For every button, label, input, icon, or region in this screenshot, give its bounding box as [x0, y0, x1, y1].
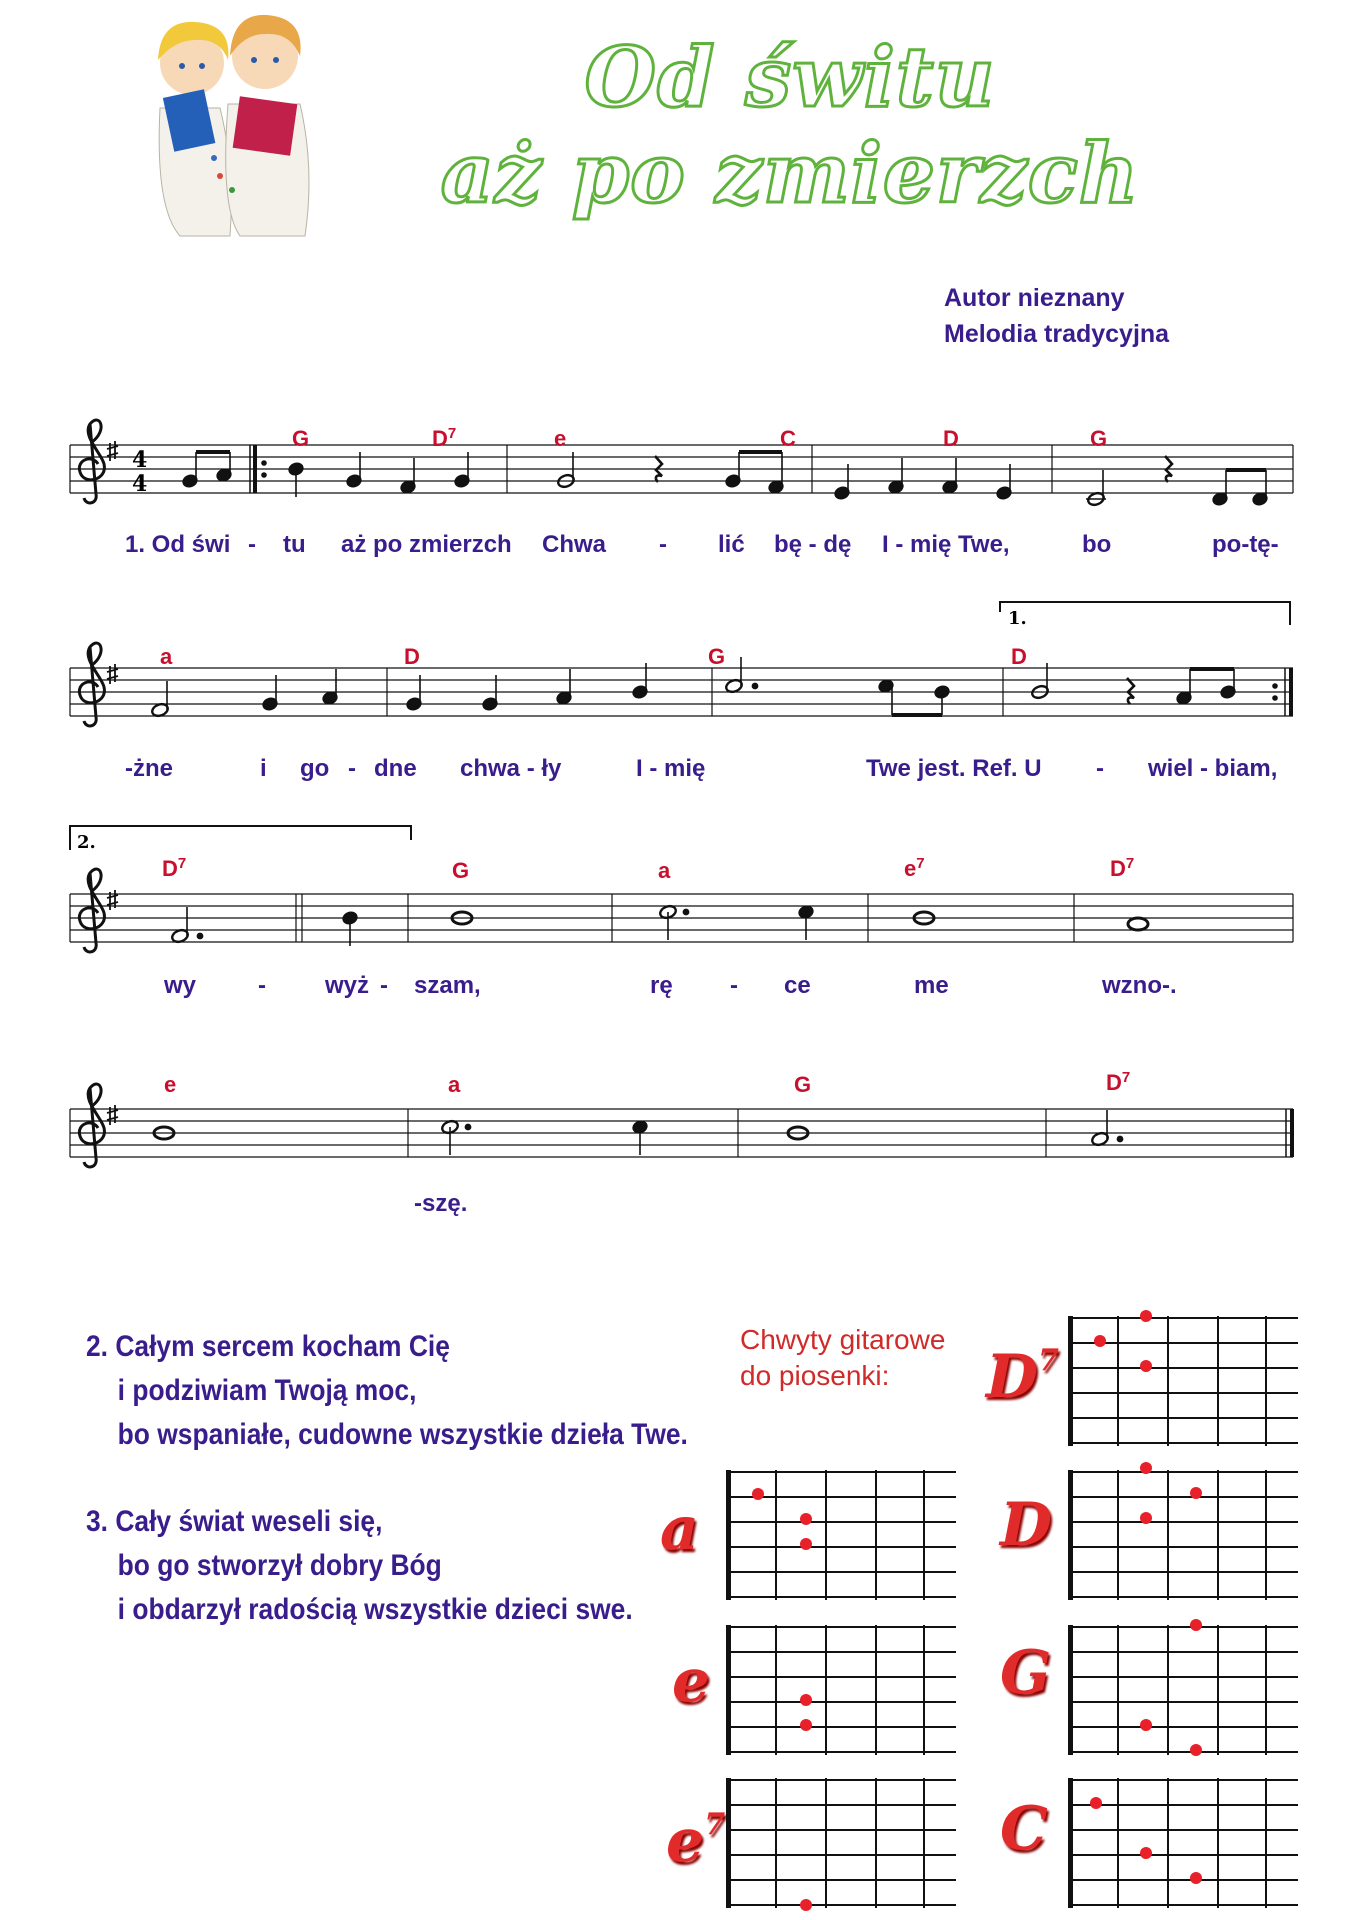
notes-system-3	[171, 904, 1148, 946]
lyric-syllable: wzno-.	[1102, 972, 1177, 999]
lyric-syllable: -	[380, 972, 388, 999]
chord-diagram-e	[726, 1625, 956, 1755]
chord-symbol: D	[1011, 644, 1027, 669]
lyrics-system-4	[414, 1190, 467, 1217]
clef-key-3	[79, 869, 118, 952]
lyric-syllable: -	[1096, 755, 1104, 782]
clef-key-time-1	[79, 420, 266, 503]
lyric-syllable: chwa - ły	[460, 755, 562, 782]
chord-symbol: $D^7$	[1110, 855, 1135, 881]
melody-credit: Melodia tradycyjna	[944, 320, 1170, 348]
chords-system-3	[162, 855, 1134, 883]
chord-label-d: D	[1000, 1490, 1053, 1560]
chord-symbol: G	[1090, 426, 1108, 451]
chord-symbol: e	[164, 1072, 177, 1097]
verse-line: bo wspaniałe, cudowne wszystkie dzieła Twe.	[117, 1418, 688, 1451]
lyric-syllable: dne	[374, 755, 417, 782]
chord-diagram-g	[1068, 1619, 1298, 1756]
chord-symbol: a	[658, 858, 671, 883]
guitar-heading-line: Chwyty gitarowe	[740, 1324, 946, 1355]
chord-label-e: e	[672, 1646, 711, 1716]
lyric-syllable: -	[730, 972, 738, 999]
chord-label-c: C	[1000, 1794, 1048, 1864]
guitar-heading-line: do piosenki:	[740, 1360, 890, 1391]
verse-line: bo go stworzył dobry Bóg	[117, 1549, 442, 1582]
lyric-syllable: ce	[784, 972, 811, 999]
clef-key-2	[79, 643, 1277, 726]
lyric-syllable: -	[348, 755, 356, 782]
lyric-syllable: i	[260, 755, 267, 782]
chord-diagram-a	[726, 1470, 956, 1600]
chord-symbol: C	[780, 426, 796, 451]
chords-system-2	[160, 644, 1027, 669]
lyric-syllable: bę - dę	[774, 531, 852, 558]
chord-symbol: G	[452, 858, 470, 883]
lyrics-system-1	[125, 531, 1279, 558]
verse-line: i obdarzył radością wszystkie dzieci swe.	[117, 1593, 633, 1626]
lyric-syllable: me	[914, 972, 949, 999]
lyric-syllable: lić	[718, 531, 745, 558]
lyric-syllable: Chwa	[542, 531, 607, 558]
notes-system-1	[182, 452, 1269, 507]
lyric-syllable: bo	[1082, 531, 1112, 558]
chord-symbol: $D^7$	[162, 855, 187, 881]
lyric-syllable: 1. Od świ	[125, 531, 231, 558]
chord-diagram-d7	[1068, 1310, 1298, 1446]
notes-system-2	[151, 657, 1237, 718]
lyric-syllable: wy	[164, 972, 197, 999]
chord-label-e7: $e^7$	[666, 1806, 726, 1876]
verse-line: 2. Całym sercem kocham Cię	[86, 1330, 450, 1363]
volta-1-label: 1.	[1008, 608, 1027, 629]
chord-symbol: G	[794, 1072, 812, 1097]
lyric-syllable: Twe jest. Ref. U	[866, 755, 1042, 782]
lyrics-system-2	[125, 755, 1277, 782]
lyrics-system-3	[163, 972, 1177, 999]
lyric-syllable: szam,	[414, 972, 481, 999]
chord-symbol: $D^7$	[432, 425, 457, 451]
lyric-syllable: wiel - biam,	[1148, 755, 1278, 782]
lyric-syllable: I - mię Twe,	[882, 531, 1010, 558]
verse-line: i podziwiam Twoją moc,	[117, 1374, 417, 1407]
guitar-chord-diagrams	[0, 1300, 1363, 1920]
chords-system-4	[164, 1069, 1130, 1097]
chord-label-d7: $D^7$	[986, 1342, 1059, 1412]
chord-symbol: e	[554, 426, 567, 451]
staff-system-1	[70, 445, 1293, 493]
lyric-syllable: -	[258, 972, 266, 999]
chord-symbol: G	[292, 426, 310, 451]
staff-system-2	[70, 668, 1293, 716]
lyric-syllable: I - mię	[636, 755, 706, 782]
volta-1	[1000, 602, 1290, 629]
chord-symbol: a	[448, 1072, 461, 1097]
chord-symbol: a	[160, 644, 173, 669]
volta-2-label: 2.	[77, 832, 96, 853]
author-credit: Autor nieznany	[944, 284, 1125, 312]
time-signature-bottom: 4	[132, 471, 148, 497]
lyric-syllable: wyż	[325, 972, 370, 999]
chord-symbol: $e^7$	[904, 855, 925, 881]
chord-symbol: D	[943, 426, 959, 451]
chord-diagram-c	[1068, 1778, 1298, 1908]
staff-system-4	[70, 1109, 1293, 1157]
lyric-syllable: po-tę-	[1212, 531, 1279, 558]
song-title-line-2: aż po zmierzch	[440, 126, 1140, 222]
lyric-syllable: aż po zmierzch	[341, 531, 512, 558]
chord-label-g: G	[1000, 1638, 1052, 1708]
chord-symbol: $D^7$	[1106, 1069, 1131, 1095]
staff-system-3	[70, 894, 1293, 942]
lyric-syllable: -szę.	[414, 1190, 468, 1217]
lyric-syllable: tu	[283, 531, 306, 558]
chord-symbol: G	[708, 644, 726, 669]
lyric-syllable: go	[300, 755, 330, 782]
chord-label-a: a	[660, 1494, 699, 1564]
chord-symbol: D	[404, 644, 420, 669]
song-title-line-1: Od świtu	[584, 30, 996, 126]
lyric-syllable: -	[659, 531, 667, 558]
lyric-syllable: -żne	[125, 755, 173, 782]
chord-diagram-e7	[726, 1778, 956, 1911]
volta-2	[70, 826, 411, 853]
verse-line: 3. Cały świat weseli się,	[86, 1505, 383, 1538]
chord-diagram-d	[1068, 1462, 1298, 1600]
chords-system-1	[292, 425, 1107, 451]
clef-key-4	[79, 1084, 118, 1167]
time-signature-top: 4	[132, 447, 148, 473]
lyric-syllable: -	[248, 531, 256, 558]
lyric-syllable: rę	[650, 972, 673, 999]
